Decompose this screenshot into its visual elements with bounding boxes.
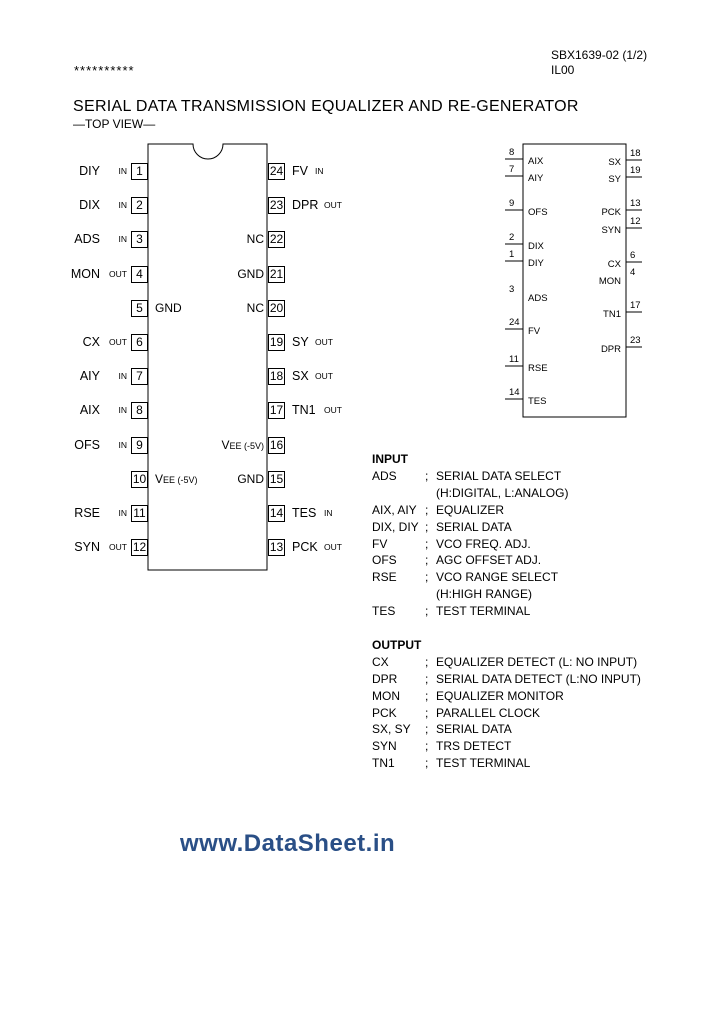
desc-key-6: OFS [372,553,397,568]
desc-text-15: PARALLEL CLOCK [436,705,541,720]
logic-pin-label-mon: MON [598,276,621,287]
pin-name-2: DIX [79,198,100,213]
pin-number-1: 1 [131,163,148,180]
header-stars: ********** [74,63,135,78]
logic-pin-num-12: 12 [630,216,641,227]
pin-inner-label-21: GND [237,266,264,281]
desc-sep-1: ; [425,468,429,483]
pin-number-8: 8 [131,402,148,419]
document-subcode: IL00 [551,63,575,77]
pin-dir-8: IN [118,405,127,416]
desc-text-4: SERIAL DATA [436,519,512,534]
pin-number-3: 3 [131,231,148,248]
pin-dir-9: IN [118,439,127,450]
ic-body-outline [148,144,267,570]
logic-pin-num-8: 8 [509,147,515,158]
logic-pin-num-17: 17 [630,300,641,311]
desc-sep-4: ; [425,519,429,534]
pin-inner-label-22: NC [246,232,264,247]
logic-pin-label-ofs: OFS [528,207,548,218]
pin-dir-19: OUT [315,337,333,347]
pin-dir-17: OUT [324,405,342,416]
logic-pin-num-19: 19 [630,165,641,176]
logic-pin-label-rse: RSE [528,363,548,374]
desc-key-0: INPUT [372,452,408,466]
desc-sep-18: ; [425,756,429,771]
desc-sep-6: ; [425,553,429,568]
pin-name-6: CX [82,335,100,349]
desc-text-6: AGC OFFSET ADJ. [436,553,542,568]
desc-sep-9: ; [425,604,429,619]
pin-dir-1: IN [118,166,127,176]
pin-name-23: DPR [292,198,319,213]
pin-name-19: SY [292,335,309,349]
logic-pin-num-3: 3 [509,284,515,295]
pin-inner-label-20: NC [246,300,264,315]
pin-inner-label-16: VEE (-5V) [221,437,264,452]
pin-name-14: TES [292,506,317,520]
pin-number-7: 7 [131,368,148,385]
pin-inner-label-15: GND [237,471,264,486]
desc-key-5: FV [372,536,388,551]
pin-number-21: 21 [269,266,284,281]
logic-pin-num-11: 11 [509,354,519,365]
pin-number-13: 13 [269,540,284,555]
pin-number-14: 14 [269,506,284,520]
document-code: SBX1639-02 (1/2) [551,48,648,62]
logic-pin-label-aiy: AIY [528,173,544,184]
pin-name-3: ADS [74,232,100,247]
pin-number-19: 19 [269,335,284,349]
pin-name-18: SX [292,369,309,384]
pin-dir-7: IN [118,371,127,382]
desc-text-14: EQUALIZER MONITOR [436,688,564,703]
pin-dir-23: OUT [324,200,342,211]
desc-key-18: TN1 [372,756,395,771]
desc-text-18: TEST TERMINAL [436,756,531,771]
desc-sep-15: ; [425,705,429,720]
desc-key-13: DPR [372,671,398,686]
pin-number-11: 11 [131,505,148,522]
watermark-link[interactable]: www.DataSheet.in [180,830,396,857]
desc-key-9: TES [372,604,396,619]
logic-pin-num-2: 2 [509,232,515,243]
pin-name-7: AIY [79,369,100,384]
desc-text-12: EQUALIZER DETECT (L: NO INPUT) [436,654,638,669]
logic-pin-num-24: 24 [509,317,520,328]
logic-pin-label-dix: DIX [528,241,544,252]
pin-name-9: OFS [74,437,100,452]
pin-dir-24: IN [315,166,324,176]
desc-text-3: EQUALIZER [436,502,505,517]
logic-pin-label-sy: SY [608,174,621,185]
desc-key-17: SYN [372,739,397,754]
pin-dir-18: OUT [315,371,333,382]
pin-dir-11: IN [118,508,127,518]
desc-sep-16: ; [425,722,429,737]
logic-pin-label-tn1: TN1 [603,309,621,320]
pin-number-22: 22 [269,232,284,247]
desc-text-16: SERIAL DATA [436,722,512,737]
page-subtitle: —TOP VIEW— [73,117,156,131]
pin-dir-6: OUT [109,337,127,347]
desc-text-8: (H:HIGH RANGE) [436,587,532,602]
desc-sep-14: ; [425,688,429,703]
logic-pin-label-fv: FV [528,326,541,337]
logic-pin-num-18: 18 [630,148,641,159]
desc-sep-7: ; [425,570,429,585]
desc-text-9: TEST TERMINAL [436,604,531,619]
logic-pin-label-diy: DIY [528,258,544,269]
logic-pin-label-sx: SX [608,157,621,168]
desc-text-2: (H:DIGITAL, L:ANALOG) [436,485,569,500]
desc-text-7: VCO RANGE SELECT [436,570,559,585]
pin-dir-12: OUT [109,542,127,553]
desc-key-7: RSE [372,570,397,585]
pin-dir-13: OUT [324,542,342,553]
pin-number-2: 2 [131,197,148,214]
pin-number-16: 16 [269,437,284,452]
pin-name-4: MON [70,266,100,281]
pin-number-9: 9 [131,437,148,454]
pin-number-12: 12 [132,540,147,555]
logic-pin-num-1: 1 [509,249,515,260]
pin-number-5: 5 [131,300,148,317]
desc-text-1: SERIAL DATA SELECT [436,468,562,483]
desc-text-5: VCO FREQ. ADJ. [436,536,531,551]
desc-key-16: SX, SY [372,722,411,737]
logic-pin-label-dpr: DPR [600,344,621,355]
pin-number-4: 4 [131,266,148,283]
pin-dir-2: IN [118,200,127,211]
pin-inner-label-10: VEE (-5V) [155,471,198,486]
logic-pin-label-aix: AIX [528,156,544,167]
logic-pin-label-tes: TES [528,396,547,407]
pin-name-24: FV [292,164,308,178]
logic-symbol-pins [505,159,642,399]
desc-key-12: CX [372,654,389,669]
pin-number-10: 10 [132,471,147,486]
desc-sep-17: ; [425,739,429,754]
logic-pin-num-7: 7 [509,164,515,175]
pin-name-11: RSE [74,506,100,520]
logic-pin-label-pck: PCK [601,207,621,218]
logic-pin-num-9: 9 [509,198,515,209]
pin-name-1: DIY [79,164,100,178]
pin-name-12: SYN [74,540,100,555]
logic-pin-label-ads: ADS [528,293,548,304]
desc-sep-12: ; [425,654,429,669]
desc-sep-3: ; [425,502,429,517]
pin-dir-14: IN [324,508,333,518]
logic-pin-num-4: 4 [630,267,636,278]
pin-number-17: 17 [269,403,284,418]
desc-key-3: AIX, AIY [372,502,417,517]
logic-pin-label-cx: CX [607,259,621,270]
pin-dir-4: OUT [109,268,127,279]
desc-sep-13: ; [425,671,429,686]
pin-inner-label-5: GND [155,300,182,315]
pin-number-24: 24 [269,164,284,178]
pin-number-20: 20 [269,300,284,315]
pin-number-6: 6 [131,334,148,351]
pin-dir-3: IN [118,234,127,245]
desc-key-15: PCK [372,705,397,720]
desc-sep-5: ; [425,536,429,551]
desc-key-1: ADS [372,468,397,483]
page-title: SERIAL DATA TRANSMISSION EQUALIZER AND RE-GENERATOR [73,98,579,115]
logic-pin-num-14: 14 [509,387,520,398]
desc-text-17: TRS DETECT [436,739,512,754]
desc-text-13: SERIAL DATA DETECT (L:NO INPUT) [436,671,641,686]
logic-pin-label-syn: SYN [601,225,621,236]
logic-pin-num-6: 6 [630,250,636,261]
pin-number-15: 15 [269,471,284,486]
pin-name-8: AIX [79,403,100,418]
logic-pin-num-23: 23 [630,335,641,346]
desc-key-4: DIX, DIY [372,519,419,534]
pin-name-13: PCK [292,540,318,555]
pin-number-18: 18 [269,369,284,384]
pin-number-23: 23 [269,198,284,213]
desc-key-11: OUTPUT [372,637,422,652]
desc-key-14: MON [372,688,400,703]
pin-name-17: TN1 [292,403,316,418]
logic-pin-num-13: 13 [630,198,641,209]
